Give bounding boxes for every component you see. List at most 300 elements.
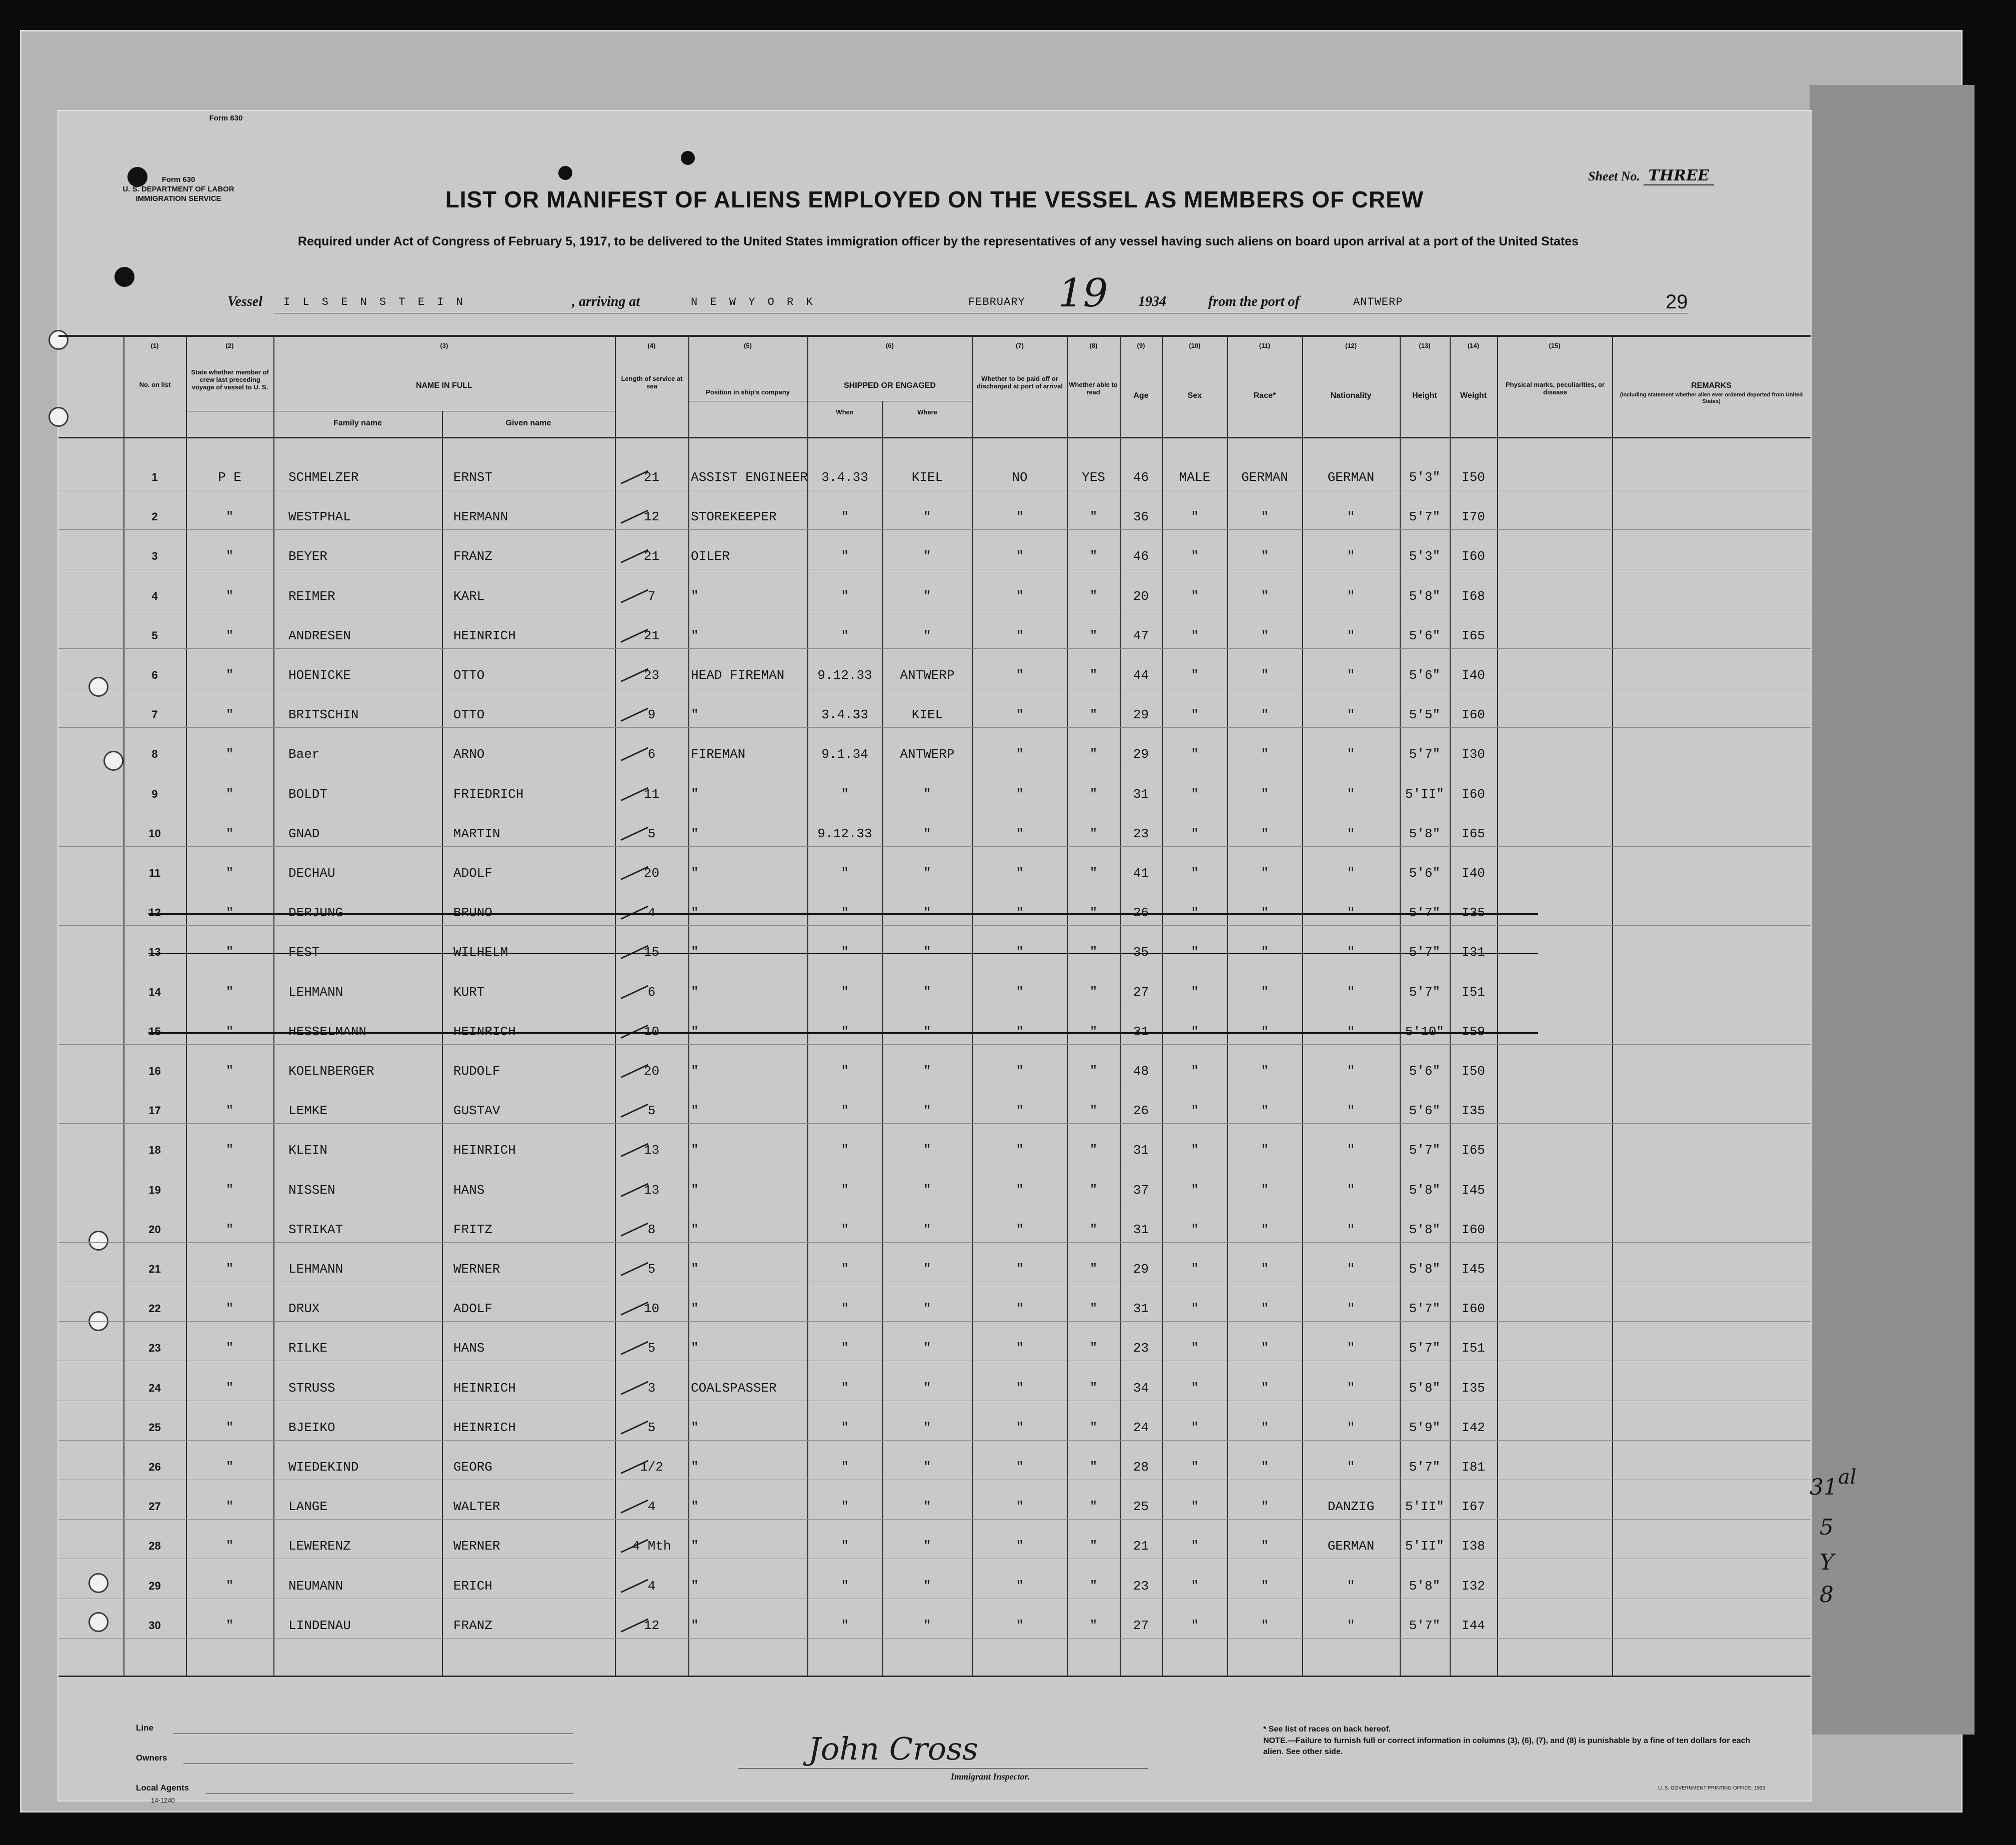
- weight-cell: I60: [1462, 786, 1485, 802]
- where-cell: ": [923, 1182, 931, 1198]
- row-number-cell: 4: [151, 589, 158, 602]
- paid-off-cell: ": [1016, 1539, 1024, 1554]
- sheet-number-label: Sheet No.: [1588, 169, 1640, 183]
- position-cell: ASSIST ENGINEER: [691, 470, 808, 485]
- table-bottom-rule: [58, 1676, 1811, 1677]
- sex-cell: ": [1191, 1024, 1199, 1039]
- state-cell: ": [225, 786, 234, 802]
- state-cell: ": [225, 1539, 234, 1554]
- length-cell: 5: [647, 1103, 656, 1119]
- weight-cell: I40: [1462, 866, 1485, 881]
- family-name-cell: GNAD: [288, 826, 320, 841]
- read-cell: ": [1089, 786, 1098, 802]
- height-cell: 5'8": [1409, 1578, 1441, 1594]
- length-cell: 20: [643, 866, 660, 881]
- length-cell: 13: [643, 1182, 660, 1198]
- height-cell: 5'7": [1409, 1301, 1441, 1317]
- position-cell: ": [691, 1222, 699, 1237]
- age-cell: 31: [1133, 1222, 1149, 1237]
- height-cell: 5'7": [1409, 945, 1441, 960]
- family-name-cell: BRITSCHIN: [288, 707, 359, 723]
- where-cell: ": [923, 1143, 931, 1158]
- family-name-cell: REIMER: [288, 588, 335, 604]
- race-cell: ": [1261, 1182, 1269, 1198]
- race-cell: ": [1261, 588, 1269, 604]
- header-bottom-rule: [58, 437, 1811, 438]
- nationality-cell: ": [1347, 509, 1355, 525]
- col-number: (1): [150, 342, 159, 349]
- header-paid-off: Whether to be paid off or discharged at port of arrival: [977, 375, 1063, 390]
- sex-cell: ": [1191, 747, 1199, 762]
- read-cell: ": [1089, 1499, 1098, 1515]
- read-cell: ": [1089, 747, 1098, 762]
- age-cell: 44: [1133, 668, 1149, 683]
- age-cell: 31: [1133, 786, 1149, 802]
- nationality-cell: ": [1347, 1182, 1355, 1198]
- weight-cell: I50: [1462, 470, 1485, 485]
- sex-cell: ": [1191, 628, 1199, 643]
- paid-off-cell: ": [1016, 786, 1024, 802]
- where-cell: ": [923, 1499, 931, 1515]
- weight-cell: I60: [1462, 707, 1485, 723]
- row-number-cell: 1: [151, 471, 158, 483]
- col-number: (8): [1089, 342, 1098, 349]
- length-cell: 4: [647, 1578, 656, 1594]
- paid-off-cell: ": [1016, 945, 1024, 960]
- given-name-cell: WILHELM: [453, 945, 508, 960]
- age-cell: 26: [1133, 1103, 1149, 1119]
- sheet-number-value: THREE: [1644, 167, 1714, 185]
- family-name-cell: DRUX: [288, 1301, 320, 1317]
- given-name-cell: WALTER: [453, 1499, 500, 1515]
- read-cell: ": [1089, 1064, 1098, 1079]
- state-cell: P E: [218, 470, 241, 485]
- sex-cell: ": [1191, 509, 1199, 525]
- margin-mark: Y: [1820, 1550, 1835, 1575]
- state-cell: ": [225, 1460, 234, 1475]
- where-cell: ": [923, 1460, 931, 1475]
- position-cell: ": [691, 1262, 699, 1277]
- nationality-cell: ": [1347, 1024, 1355, 1039]
- race-cell: ": [1261, 1341, 1269, 1356]
- when-cell: ": [841, 1262, 849, 1277]
- height-cell: 5'5": [1409, 707, 1441, 723]
- family-name-cell: BOLDT: [288, 786, 328, 802]
- read-cell: ": [1089, 1460, 1098, 1475]
- family-name-cell: BEYER: [288, 549, 328, 564]
- family-name-cell: LANGE: [288, 1499, 328, 1515]
- family-name-cell: LEMKE: [288, 1103, 328, 1119]
- given-name-cell: FRANZ: [453, 1618, 493, 1633]
- weight-cell: I59: [1462, 1024, 1485, 1039]
- age-cell: 31: [1133, 1143, 1149, 1158]
- state-cell: ": [225, 588, 234, 604]
- margin-mark: 8: [1820, 1582, 1834, 1608]
- local-agents-label: Local Agents: [136, 1783, 189, 1793]
- when-cell: ": [841, 1182, 849, 1198]
- when-cell: ": [841, 1460, 849, 1475]
- row-number-cell: 13: [148, 946, 161, 959]
- family-name-cell: BJEIKO: [288, 1420, 335, 1435]
- row-rule: [58, 1440, 1811, 1441]
- col-number: (14): [1467, 342, 1480, 349]
- sex-cell: ": [1191, 984, 1199, 1000]
- header-remarks: REMARKS: [1691, 381, 1732, 390]
- row-number-cell: 29: [148, 1579, 161, 1592]
- weight-cell: I60: [1462, 1301, 1485, 1317]
- row-number-cell: 18: [148, 1144, 161, 1157]
- height-cell: 5'7": [1409, 1143, 1441, 1158]
- read-cell: ": [1089, 1539, 1098, 1554]
- length-cell: 5: [647, 1341, 656, 1356]
- paid-off-cell: ": [1016, 509, 1024, 525]
- position-cell: ": [691, 1539, 699, 1554]
- race-cell: ": [1261, 905, 1269, 921]
- position-cell: ": [691, 786, 699, 802]
- penalty-note: NOTE.—Failure to furnish full or correct information in columns (3), (6), (7), and (8) is punishable by a fine of ten dollars for each alien. See other side.: [1263, 1737, 1751, 1756]
- length-cell: 15: [643, 945, 660, 960]
- weight-cell: I70: [1462, 509, 1485, 525]
- line-label: Line: [136, 1723, 153, 1733]
- weight-cell: I60: [1462, 1222, 1485, 1237]
- weight-cell: I30: [1462, 747, 1485, 762]
- position-cell: ": [691, 984, 699, 1000]
- row-number-cell: 12: [148, 906, 161, 919]
- length-cell: 21: [643, 470, 660, 485]
- family-name-cell: LINDENAU: [288, 1618, 351, 1633]
- where-cell: ": [923, 826, 931, 841]
- state-cell: ": [225, 549, 234, 564]
- read-cell: ": [1089, 1380, 1098, 1396]
- given-name-cell: HEINRICH: [453, 1024, 516, 1039]
- length-cell: 10: [643, 1024, 660, 1039]
- sex-cell: ": [1191, 1499, 1199, 1515]
- header-able-read: Whether able to read: [1069, 381, 1118, 396]
- where-cell: ": [923, 984, 931, 1000]
- race-cell: ": [1261, 628, 1269, 643]
- given-name-cell: GUSTAV: [453, 1103, 500, 1119]
- race-cell: ": [1261, 509, 1269, 525]
- nationality-cell: ": [1347, 945, 1355, 960]
- state-cell: ": [225, 945, 234, 960]
- paid-off-cell: ": [1016, 1301, 1024, 1317]
- where-cell: ": [923, 1578, 931, 1594]
- col-number: (6): [886, 342, 894, 349]
- race-cell: ": [1261, 1064, 1269, 1079]
- paid-off-cell: ": [1016, 588, 1024, 604]
- row-number-cell: 8: [151, 748, 158, 761]
- position-cell: ": [691, 1064, 699, 1079]
- race-cell: ": [1261, 1301, 1269, 1317]
- where-cell: ": [923, 1064, 931, 1079]
- where-cell: ": [923, 905, 931, 921]
- weight-cell: I51: [1462, 984, 1485, 1000]
- nationality-cell: GERMAN: [1327, 1539, 1375, 1554]
- age-cell: 25: [1133, 1499, 1149, 1515]
- department-name: U. S. DEPARTMENT OF LABOR: [122, 185, 234, 193]
- state-cell: ": [225, 1064, 234, 1079]
- where-cell: KIEL: [911, 707, 943, 723]
- when-cell: ": [841, 866, 849, 881]
- length-cell: 12: [643, 1618, 660, 1633]
- age-cell: 23: [1133, 1578, 1149, 1594]
- row-number-cell: 7: [151, 708, 158, 721]
- state-cell: ": [225, 1341, 234, 1356]
- height-cell: 5'10": [1405, 1024, 1444, 1039]
- age-cell: 29: [1133, 1262, 1149, 1277]
- read-cell: YES: [1082, 470, 1105, 485]
- race-cell: ": [1261, 1143, 1269, 1158]
- paid-off-cell: ": [1016, 984, 1024, 1000]
- strike-through-line: [148, 913, 1538, 915]
- arrival-year: 1934: [1138, 294, 1166, 309]
- race-cell: ": [1261, 786, 1269, 802]
- row-number-cell: 17: [148, 1104, 161, 1117]
- nationality-cell: ": [1347, 786, 1355, 802]
- weight-cell: I68: [1462, 588, 1485, 604]
- weight-cell: I32: [1462, 1578, 1485, 1594]
- page-number: 29: [1666, 291, 1688, 313]
- owners-label: Owners: [136, 1753, 167, 1763]
- header-sex: Sex: [1187, 391, 1202, 400]
- punch-hole: [48, 407, 68, 427]
- when-cell: ": [841, 1024, 849, 1039]
- form-top-label: Form 630: [209, 114, 243, 122]
- punch-hole: [114, 267, 134, 287]
- page-subtitle: Required under Act of Congress of February 5, 1917, to be delivered to the United States immigration officer by the representatives of any vessel having such aliens on board upon arrival at a port of the United States: [297, 234, 1579, 248]
- punch-hole: [103, 751, 123, 771]
- age-cell: 29: [1133, 707, 1149, 723]
- state-cell: ": [225, 1024, 234, 1039]
- height-cell: 5'II": [1405, 1539, 1444, 1554]
- given-name-cell: ARNO: [453, 747, 485, 762]
- sex-cell: ": [1191, 1380, 1199, 1396]
- arriving-label: , arriving at: [572, 294, 640, 309]
- family-name-cell: DECHAU: [288, 866, 335, 881]
- read-cell: ": [1089, 588, 1098, 604]
- weight-cell: I44: [1462, 1618, 1485, 1633]
- sex-cell: ": [1191, 1222, 1199, 1237]
- length-cell: 4: [647, 905, 656, 921]
- page-title: LIST OR MANIFEST OF ALIENS EMPLOYED ON THE VESSEL AS MEMBERS OF CREW: [445, 186, 1424, 212]
- weight-cell: I40: [1462, 668, 1485, 683]
- family-name-cell: NEUMANN: [288, 1578, 343, 1594]
- when-cell: 3.4.33: [821, 470, 868, 485]
- length-cell: 4: [647, 1499, 656, 1515]
- paid-off-cell: ": [1016, 1420, 1024, 1435]
- paid-off-cell: ": [1016, 866, 1024, 881]
- given-name-cell: OTTO: [453, 707, 485, 723]
- height-cell: 5'6": [1409, 628, 1441, 643]
- age-cell: 37: [1133, 1182, 1149, 1198]
- when-cell: ": [841, 1341, 849, 1356]
- nationality-cell: ": [1347, 1341, 1355, 1356]
- header-physical: Physical marks, peculiarities, or disease: [1506, 381, 1605, 396]
- nationality-cell: ": [1347, 866, 1355, 881]
- weight-cell: I45: [1462, 1182, 1485, 1198]
- weight-cell: I65: [1462, 826, 1485, 841]
- nationality-cell: DANZIG: [1327, 1499, 1375, 1515]
- nationality-cell: ": [1347, 1460, 1355, 1475]
- sex-cell: MALE: [1179, 470, 1211, 485]
- row-rule: [58, 727, 1811, 728]
- position-cell: FIREMAN: [691, 747, 746, 762]
- length-cell: 8: [647, 1222, 656, 1237]
- read-cell: ": [1089, 1103, 1098, 1119]
- read-cell: ": [1089, 1143, 1098, 1158]
- signature-rule: [738, 1768, 1148, 1769]
- position-cell: ": [691, 1618, 699, 1633]
- paid-off-cell: ": [1016, 1460, 1024, 1475]
- sex-cell: ": [1191, 1143, 1199, 1158]
- height-cell: 5'7": [1409, 905, 1441, 921]
- when-cell: ": [841, 786, 849, 802]
- header-family-name: Family name: [333, 419, 382, 427]
- when-cell: 9.12.33: [817, 826, 872, 841]
- weight-cell: I38: [1462, 1539, 1485, 1554]
- sex-cell: ": [1191, 945, 1199, 960]
- paid-off-cell: ": [1016, 747, 1024, 762]
- state-cell: ": [225, 1103, 234, 1119]
- when-cell: ": [841, 945, 849, 960]
- height-cell: 5'6": [1409, 866, 1441, 881]
- family-name-cell: LEHMANN: [288, 1262, 343, 1277]
- column-divider: [1400, 336, 1401, 1676]
- header-nationality: Nationality: [1330, 391, 1372, 400]
- header-where: Where: [917, 408, 937, 416]
- read-cell: ": [1089, 1024, 1098, 1039]
- sex-cell: ": [1191, 905, 1199, 921]
- race-cell: ": [1261, 668, 1269, 683]
- length-cell: 1/2: [640, 1460, 663, 1475]
- where-cell: ": [923, 1262, 931, 1277]
- position-cell: ": [691, 707, 699, 723]
- col-number: (9): [1137, 342, 1145, 349]
- nationality-cell: ": [1347, 1420, 1355, 1435]
- family-name-cell: RILKE: [288, 1341, 328, 1356]
- col-number: (13): [1419, 342, 1431, 349]
- age-cell: 48: [1133, 1064, 1149, 1079]
- nationality-cell: ": [1347, 1222, 1355, 1237]
- arrival-day: 19: [1058, 271, 1108, 316]
- read-cell: ": [1089, 1420, 1098, 1435]
- state-cell: ": [225, 1182, 234, 1198]
- where-cell: ": [923, 786, 931, 802]
- race-cell: ": [1261, 1222, 1269, 1237]
- row-number-cell: 2: [151, 510, 158, 523]
- when-cell: ": [841, 1578, 849, 1594]
- when-cell: ": [841, 1143, 849, 1158]
- read-cell: ": [1089, 1341, 1098, 1356]
- race-cell: ": [1261, 945, 1269, 960]
- arrival-port: N E W Y O R K: [691, 296, 816, 308]
- length-cell: 4 Mth: [632, 1539, 671, 1554]
- row-number-cell: 19: [148, 1183, 161, 1196]
- sex-cell: ": [1191, 826, 1199, 841]
- row-number-cell: 26: [148, 1461, 161, 1473]
- given-name-cell: FRITZ: [453, 1222, 493, 1237]
- race-cell: ": [1261, 1420, 1269, 1435]
- row-rule: [58, 1321, 1811, 1322]
- given-name-cell: ERNST: [453, 470, 493, 485]
- length-cell: 9: [647, 707, 656, 723]
- height-cell: 5'7": [1409, 747, 1441, 762]
- given-name-cell: HERMANN: [453, 509, 508, 525]
- length-cell: 3: [647, 1380, 656, 1396]
- state-cell: ": [225, 1578, 234, 1594]
- row-number-cell: 28: [148, 1540, 161, 1553]
- age-cell: 27: [1133, 1618, 1149, 1633]
- punch-hole: [48, 330, 68, 350]
- length-cell: 6: [647, 747, 656, 762]
- given-name-cell: HANS: [453, 1182, 485, 1198]
- position-cell: ": [691, 1420, 699, 1435]
- when-cell: 3.4.33: [821, 707, 868, 723]
- sex-cell: ": [1191, 1578, 1199, 1594]
- state-cell: ": [225, 1262, 234, 1277]
- race-cell: ": [1261, 1024, 1269, 1039]
- age-cell: 36: [1133, 509, 1149, 525]
- age-cell: 35: [1133, 945, 1149, 960]
- read-cell: ": [1089, 1182, 1098, 1198]
- when-cell: ": [841, 588, 849, 604]
- given-name-cell: HEINRICH: [453, 1420, 516, 1435]
- age-cell: 46: [1133, 470, 1149, 485]
- nationality-cell: ": [1347, 1103, 1355, 1119]
- when-cell: ": [841, 1499, 849, 1515]
- paid-off-cell: ": [1016, 826, 1024, 841]
- given-name-cell: WERNER: [453, 1539, 500, 1554]
- weight-cell: I35: [1462, 1103, 1485, 1119]
- height-cell: 5'8": [1409, 1380, 1441, 1396]
- header-shipped: SHIPPED OR ENGAGED: [843, 381, 936, 390]
- strike-through-line: [148, 953, 1538, 954]
- paid-off-cell: ": [1016, 1341, 1024, 1356]
- when-cell: ": [841, 1618, 849, 1633]
- paid-off-cell: ": [1016, 1182, 1024, 1198]
- when-cell: ": [841, 628, 849, 643]
- col-number: (4): [647, 342, 656, 349]
- state-cell: ": [225, 905, 234, 921]
- when-cell: ": [841, 1064, 849, 1079]
- row-rule: [58, 1242, 1811, 1243]
- col-number: (5): [744, 342, 752, 349]
- col-number: (11): [1259, 342, 1271, 349]
- footer-form-code: 14-1240: [151, 1797, 175, 1804]
- read-cell: ": [1089, 1222, 1098, 1237]
- sex-cell: ": [1191, 1539, 1199, 1554]
- row-number-cell: 22: [148, 1302, 161, 1315]
- where-cell: ": [923, 1420, 931, 1435]
- where-cell: ANTWERP: [900, 747, 955, 762]
- state-cell: ": [225, 1222, 234, 1237]
- height-cell: 5'8": [1409, 1262, 1441, 1277]
- weight-cell: I45: [1462, 1262, 1485, 1277]
- position-cell: ": [691, 1143, 699, 1158]
- row-rule: [58, 1638, 1811, 1639]
- height-cell: 5'8": [1409, 1182, 1441, 1198]
- family-name-cell: LEWERENZ: [288, 1539, 351, 1554]
- col-number: (3): [440, 342, 448, 349]
- race-cell: ": [1261, 707, 1269, 723]
- header-given-name: Given name: [505, 419, 551, 427]
- sex-cell: ": [1191, 1262, 1199, 1277]
- vessel-label: Vessel: [227, 294, 262, 309]
- weight-cell: I65: [1462, 628, 1485, 643]
- punch-hole: [88, 1573, 108, 1593]
- age-cell: 23: [1133, 1341, 1149, 1356]
- sex-cell: ": [1191, 588, 1199, 604]
